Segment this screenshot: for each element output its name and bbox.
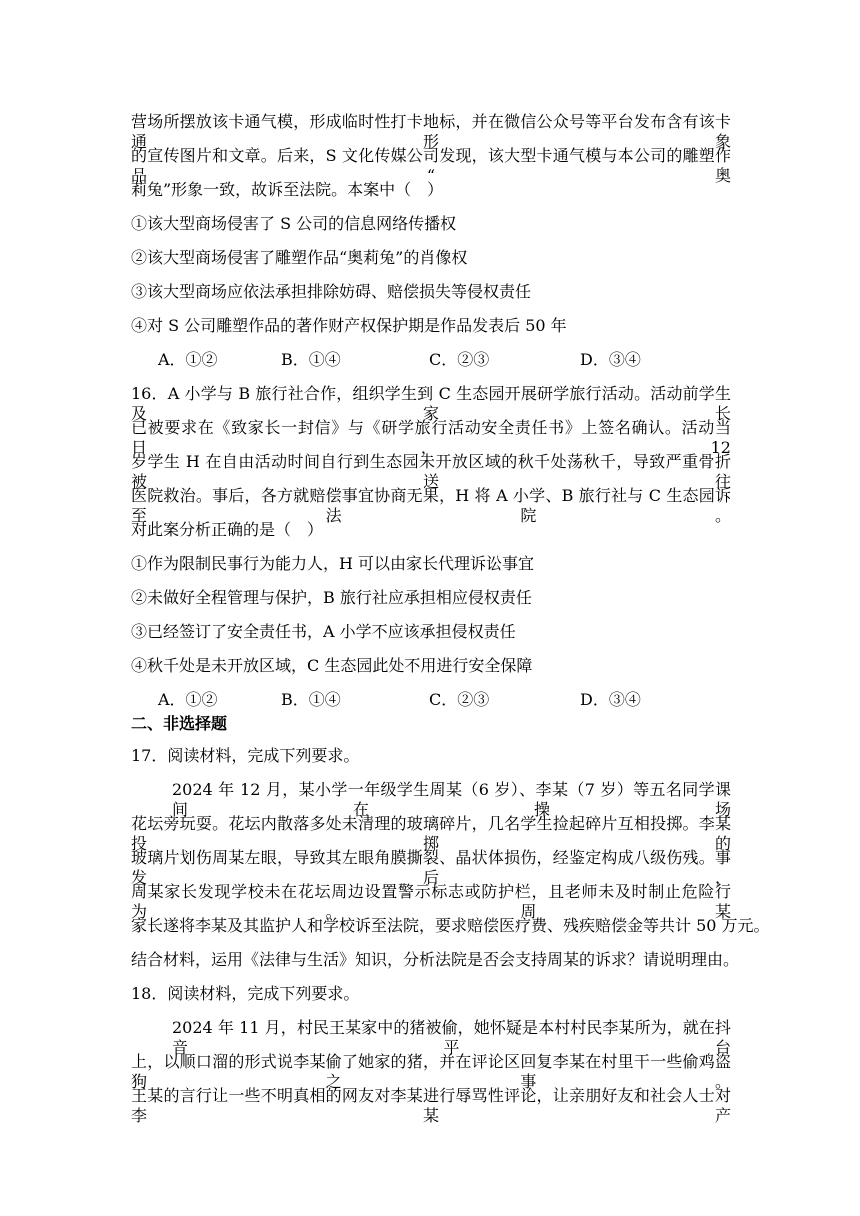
q16-line-3: 岁学生 H 在自由活动时间自行到生态园未开放区域的秋千处荡秋千，导致严重骨折被送往 [131,452,731,491]
q18-prompt: 18．阅读材料，完成下列要求。 [131,984,360,1003]
q15-option-b[interactable]: B．①④ [281,350,341,369]
section-heading: 二、非选择题 [131,714,228,733]
q16-option-d[interactable]: D．③④ [580,690,641,709]
q16-option-b[interactable]: B．①④ [281,690,341,709]
q16-line-2: 已被要求在《致家长一封信》与《研学旅行活动安全责任书》上签名确认。活动当日，12 [131,418,731,457]
q15-statement-2: ②该大型商场侵害了雕塑作品“奥莉兔”的肖像权 [131,248,468,267]
q17-question: 结合材料，运用《法律与生活》知识，分析法院是否会支持周某的诉求？请说明理由。 [131,950,740,969]
q16-statement-1: ①作为限制民事行为能力人，H 可以由家长代理诉讼事宜 [131,554,535,573]
q17-material-line-3: 玻璃片划伤周某左眼，导致其左眼角膜撕裂、晶状体损伤，经鉴定构成八级伤残。事发后， [131,848,731,887]
q18-material-line-2: 上，以顺口溜的形式说李某偷了她家的猪，并在评论区回复李某在村里干一些偷鸡盗狗之事。 [131,1052,731,1091]
q15-line-3: 莉兔”形象一致，故诉至法院。本案中（ ） [131,180,444,199]
q16-statement-4: ④秋千处是未开放区域，C 生态园此处不用进行安全保障 [131,656,533,675]
q15-statement-3: ③该大型商场应依法承担排除妨碍、赔偿损失等侵权责任 [131,282,532,301]
q16-statement-3: ③已经签订了安全责任书，A 小学不应该承担侵权责任 [131,622,516,641]
q15-option-a[interactable]: A．①② [158,350,218,369]
q16-option-a[interactable]: A．①② [158,690,218,709]
q17-material-line-4: 周某家长发现学校未在花坛周边设置警示标志或防护栏，且老师未及时制止危险行为。周某 [131,882,731,921]
q17-material-line-5: 家长遂将李某及其监护人和学校诉至法院，要求赔偿医疗费、残疾赔偿金等共计 50 万元。 [131,916,770,935]
q18-material-line-1: 2024 年 11 月，村民王某家中的猪被偷，她怀疑是本村村民李某所为，就在抖音平台 [172,1018,731,1057]
q15-option-d[interactable]: D．③④ [580,350,641,369]
q15-line-1: 营场所摆放该卡通气模，形成临时性打卡地标，并在微信公众号等平台发布含有该卡通形象 [131,112,731,151]
q17-prompt: 17．阅读材料，完成下列要求。 [131,746,360,765]
q16-line-5: 对此案分析正确的是（ ） [131,520,324,539]
q16-statement-2: ②未做好全程管理与保护，B 旅行社应承担相应侵权责任 [131,588,532,607]
q16-line-1: 16．A 小学与 B 旅行社合作，组织学生到 C 生态园开展研学旅行活动。活动前学生及家长 [131,384,731,423]
q16-option-c[interactable]: C．②③ [429,690,490,709]
q17-material-line-2: 花坛旁玩耍。花坛内散落多处未清理的玻璃碎片，几名学生捡起碎片互相投掷。李某投掷的 [131,814,731,853]
q15-option-c[interactable]: C．②③ [429,350,490,369]
q15-line-2: 的宣传图片和文章。后来，S 文化传媒公司发现，该大型卡通气模与本公司的雕塑作品“奥 [131,146,731,185]
q15-statement-4: ④对 S 公司雕塑作品的著作财产权保护期是作品发表后 50 年 [131,316,567,335]
q16-line-4: 医院救治。事后，各方就赔偿事宜协商无果，H 将 A 小学、B 旅行社与 C 生态园诉至法院。 [131,486,731,525]
q17-material-line-1: 2024 年 12 月，某小学一年级学生周某（6 岁）、李某（7 岁）等五名同学课间在操场 [172,780,731,819]
q18-material-line-3: 王某的言行让一些不明真相的网友对李某进行辱骂性评论，让亲朋好友和社会人士对李某产 [131,1086,731,1125]
q15-statement-1: ①该大型商场侵害了 S 公司的信息网络传播权 [131,214,457,233]
